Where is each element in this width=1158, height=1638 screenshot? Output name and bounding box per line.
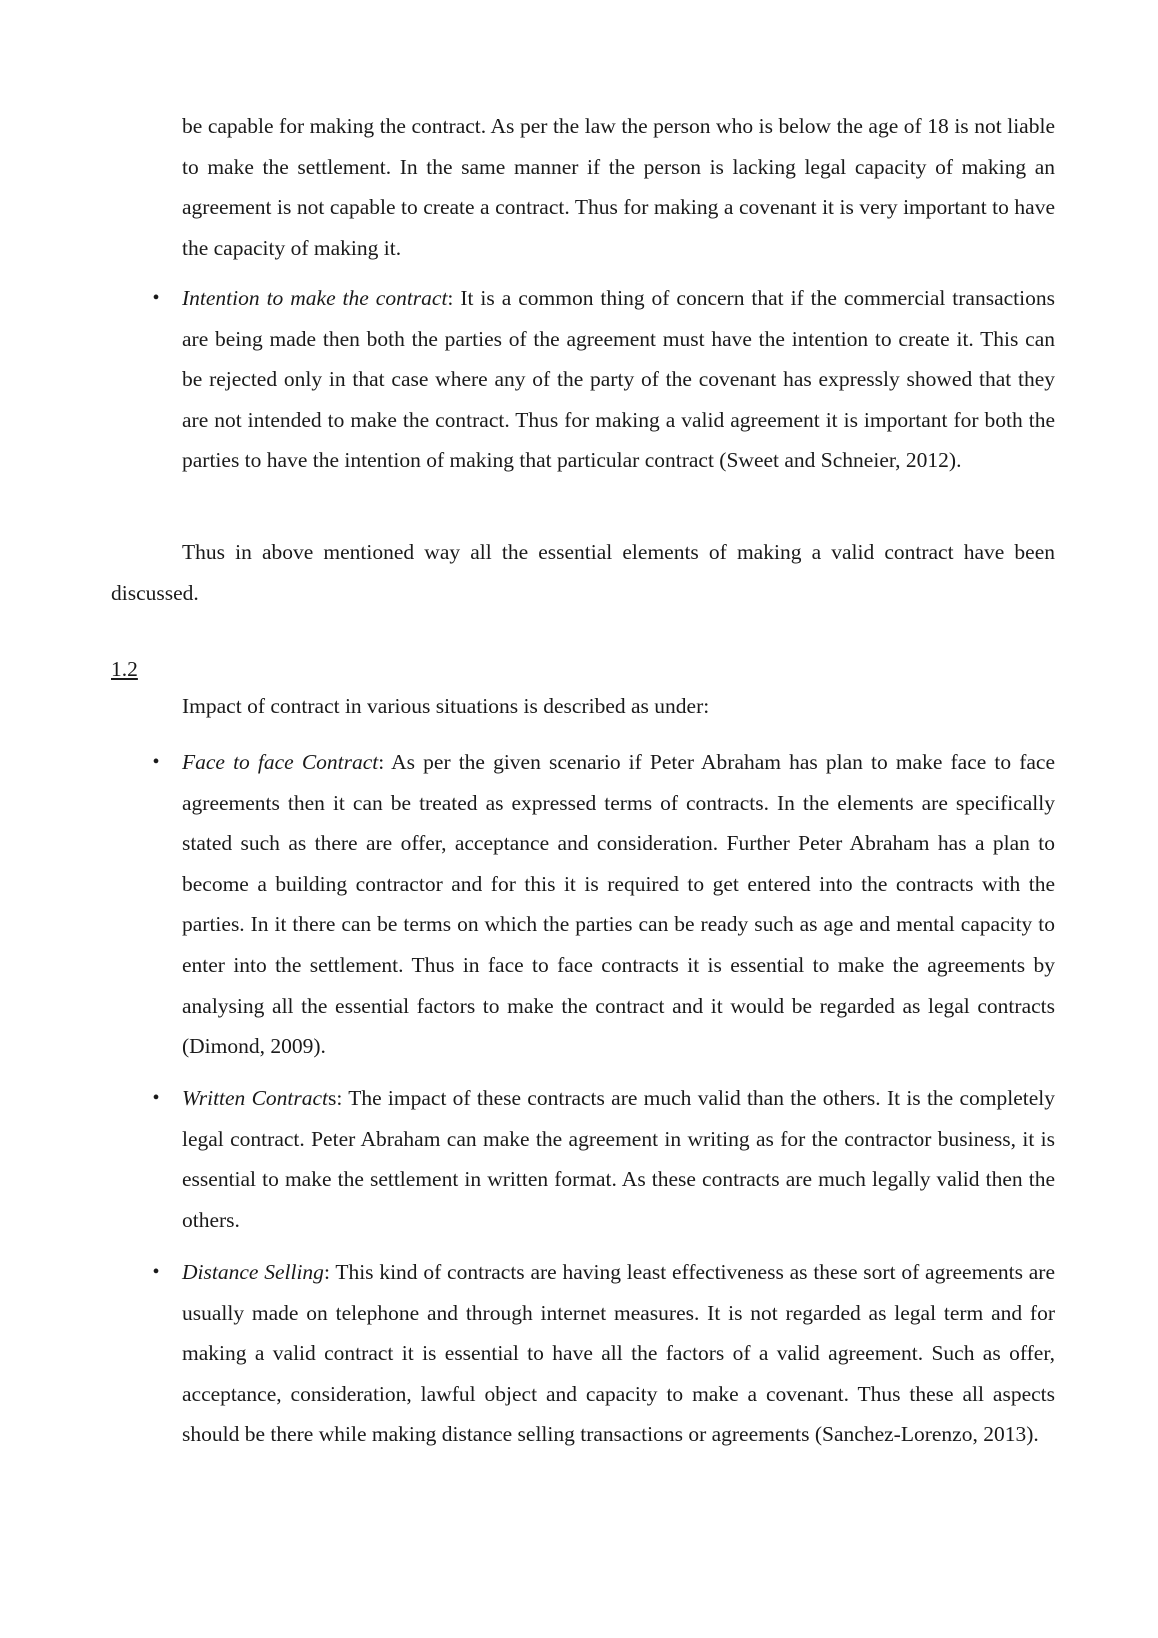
bullet-icon: •	[152, 1087, 160, 1109]
bullet-icon: •	[152, 287, 160, 309]
bullet-lead-term: Face to face Contract	[182, 750, 379, 774]
bullet-body-text: : This kind of contracts are having least effectiveness as these sort of agreements are usually made on telephone and through internet measures. It is not regarded as legal term and for making a valid contract it is essential to have all the factors of a valid agreement. Such as offer, acceptance, consideration, lawful object and capacity to make a covenant. Thus these all aspects should be there while making distance selling transactions or agreements (Sanchez-Lorenzo, 2013).	[182, 1260, 1055, 1447]
bullet-distance-selling	[152, 1252, 1055, 1455]
bullet-lead-term: Distance Selling	[182, 1260, 324, 1284]
continuation-paragraph: be capable for making the contract. As per the law the person who is below the age of 18 is not liable to make the settlement. In the same manner if the person is lacking legal capacity of making an agreement is not capable to create a contract. Thus for making a covenant it is very important to have the capacity of making it.	[182, 114, 1055, 260]
bullet-icon: •	[152, 1261, 160, 1283]
bullet-lead-term: Intention to make the contract	[182, 286, 448, 310]
bullet-face-to-face-contract	[152, 742, 1055, 1067]
section-intro-line: Impact of contract in various situations is described as under:	[182, 694, 710, 718]
bullet-body-text: : As per the given scenario if Peter Abraham has plan to make face to face agreements then it can be treated as expressed terms of contracts. In the elements are specifically stated such as there are offer, acceptance and consideration. Further Peter Abraham has a plan to become a building contractor and for this it is required to get entered into the contracts with the parties. In it there can be terms on which the parties can be ready such as age and mental capacity to enter into the settlement. Thus in face to face contracts it is essential to make the agreements by analysing all the essential factors to make the contract and it would be regarded as legal contracts (Dimond, 2009).	[182, 750, 1055, 1059]
bullet-intention-to-make-contract	[152, 278, 1055, 481]
bullet-body-text: : It is a common thing of concern that if the commercial transactions are being made then both the parties of the agreement must have the intention to create it. This can be rejected only in that case where any of the party of the covenant has expressly showed that they are not intended to make the contract. Thus for making a valid agreement it is important for both the parties to have the intention of making that particular contract (Sweet and Schneier, 2012).	[182, 286, 1055, 473]
section-number-heading: 1.2	[111, 657, 138, 681]
bullet-written-contracts	[152, 1078, 1055, 1240]
bullet-icon: •	[152, 751, 160, 773]
bullet-body-text: s: The impact of these contracts are much valid than the others. It is the completely legal contract. Peter Abraham can make the agreement in writing as for the contractor business, it is essential to make the settlement in written format. As these contracts are much legally valid then the others.	[182, 1086, 1055, 1232]
conclusion-paragraph: Thus in above mentioned way all the essential elements of making a valid contract have been discussed.	[111, 540, 1055, 605]
bullet-lead-term: Written Contract	[182, 1086, 329, 1110]
